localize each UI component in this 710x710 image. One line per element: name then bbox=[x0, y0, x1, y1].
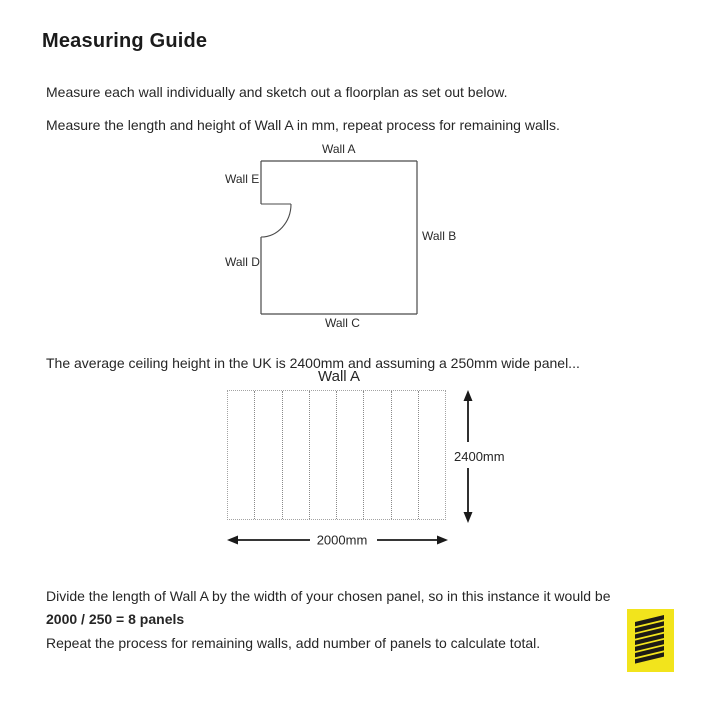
panel-cell bbox=[391, 391, 418, 519]
arrow-left-head bbox=[227, 536, 238, 545]
arrow-down-head bbox=[464, 512, 473, 523]
panel-diagram bbox=[200, 365, 520, 560]
panel-cell bbox=[363, 391, 390, 519]
page-title: Measuring Guide bbox=[42, 30, 208, 52]
width-dimension-arrow bbox=[227, 531, 448, 549]
panel-cell bbox=[309, 391, 336, 519]
panel-diagram-title: Wall A bbox=[318, 368, 360, 385]
floorplan-diagram bbox=[200, 140, 510, 340]
measure-paragraph: Measure the length and height of Wall A in mm, repeat process for remaining walls. bbox=[46, 117, 560, 133]
intro-paragraph: Measure each wall individually and sketch out a floorplan as set out below. bbox=[46, 84, 508, 100]
wall-panel-stack-logo bbox=[627, 609, 674, 672]
panel-cell bbox=[254, 391, 281, 519]
floorplan-wall-a-label: Wall A bbox=[322, 142, 356, 156]
height-dimension-label: 2400mm bbox=[454, 449, 505, 464]
floorplan-wall-e-label: Wall E bbox=[225, 172, 260, 186]
repeat-paragraph: Repeat the process for remaining walls, add number of panels to calculate total. bbox=[46, 635, 541, 651]
arrow-right-head bbox=[437, 536, 448, 545]
ceiling-paragraph: The average ceiling height in the UK is 2400mm and assuming a 250mm wide panel... bbox=[46, 355, 580, 371]
formula-text: 2000 / 250 = 8 panels bbox=[46, 611, 185, 627]
width-dimension-label: 2000mm bbox=[316, 532, 368, 548]
floorplan-wall-b-label: Wall B bbox=[422, 229, 457, 243]
panel-cell bbox=[228, 391, 254, 519]
door-swing bbox=[261, 204, 291, 237]
floorplan-walls-drawing bbox=[260, 160, 418, 315]
divide-paragraph: Divide the length of Wall A by the width of your chosen panel, so in this instance it would be bbox=[46, 588, 611, 604]
floorplan-wall-c-label: Wall C bbox=[325, 316, 360, 330]
panel-cell bbox=[282, 391, 309, 519]
panel-row bbox=[227, 390, 446, 520]
height-dimension-arrow bbox=[438, 390, 508, 523]
floorplan-wall-d-label: Wall D bbox=[225, 255, 260, 269]
panel-cell bbox=[336, 391, 363, 519]
wall-lines bbox=[261, 161, 417, 314]
